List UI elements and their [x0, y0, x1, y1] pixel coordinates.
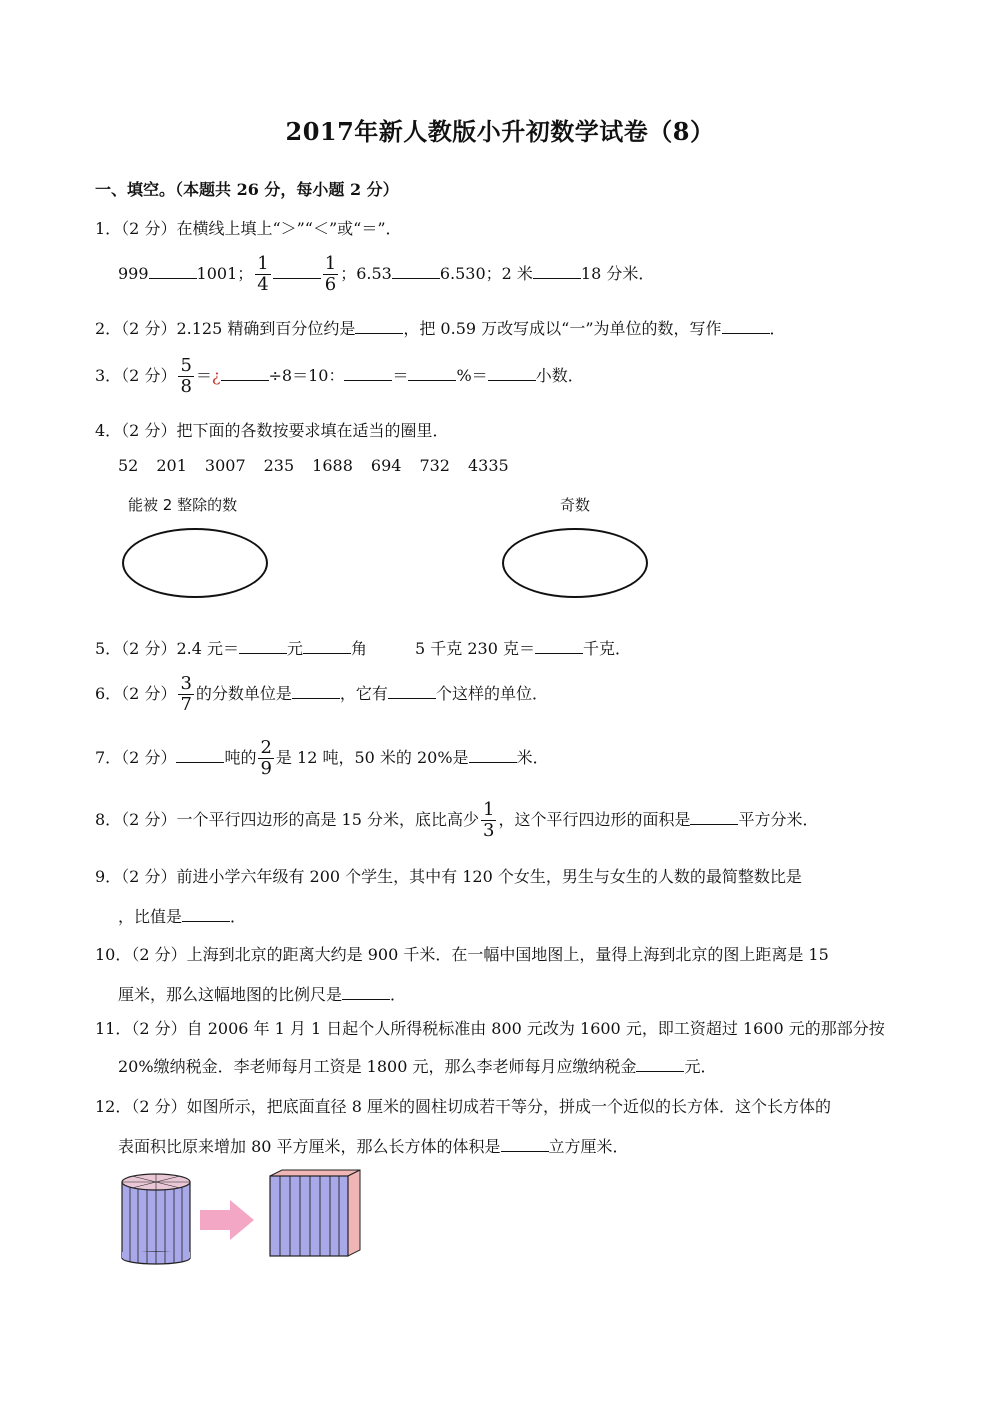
fraction: $\frac{2}{9}$ [260, 737, 272, 779]
number-item: 201 [156, 456, 187, 475]
arrow-icon [200, 1200, 254, 1240]
even-numbers-circle[interactable] [122, 528, 268, 598]
q5-text-a: 5．（2 分）2.4 元＝ [95, 639, 239, 658]
q9-text-b: ，比值是 [118, 907, 183, 926]
number-item: 3007 [204, 456, 246, 475]
answer-blank[interactable] [176, 748, 224, 763]
question-8 [95, 800, 818, 841]
fraction: $\frac{1}{4}$ [257, 253, 269, 295]
number-list [118, 456, 527, 475]
fraction: $\frac{1}{3}$ [482, 799, 495, 841]
q3-prefix: 3．（2 分） [95, 366, 177, 385]
question-10-line1: 10．（2 分）上海到北京的距离大约是 900 千米．在一幅中国地图上，量得上海到北京的图上距离是 15 [95, 945, 829, 964]
number-item: 1688 [312, 456, 353, 475]
q7-text-b: 是 12 吨，50 米的 20%是 [275, 748, 469, 767]
q1-text-e: 18 分米． [580, 264, 655, 283]
cylinder-figure [122, 1174, 190, 1264]
answer-blank[interactable] [149, 264, 197, 279]
q8-text-a: 8．（2 分）一个平行四边形的高是 15 分米，底比高少 [95, 810, 479, 829]
number-item: 4335 [467, 456, 509, 475]
q3-text-b: ÷8＝10： [268, 366, 345, 385]
q7-text-c: 米． [516, 748, 549, 767]
answer-blank[interactable] [388, 684, 436, 699]
section-heading: 一、填空。（本题共 26 分，每小题 2 分） [95, 180, 399, 199]
answer-blank[interactable] [535, 639, 583, 654]
q11-text-b: 20%缴纳税金．李老师每月工资是 1800 元，那么李老师每月应缴纳税金 [118, 1057, 637, 1076]
q12-text-c: 立方厘米． [548, 1137, 629, 1156]
label-odd-numbers: 奇数 [560, 496, 591, 514]
answer-blank[interactable] [273, 264, 321, 279]
q3-text-d: %＝ [456, 366, 488, 385]
question-9-line1: 9．（2 分）前进小学六年级有 200 个学生，其中有 120 个女生，男生与女生的人数的最简整数比是 [95, 867, 802, 886]
q5-text-b: 元 [286, 639, 303, 658]
odd-numbers-circle[interactable] [502, 528, 648, 598]
fraction: $\frac{5}{8}$ [180, 355, 192, 397]
answer-blank[interactable] [469, 748, 517, 763]
q1-text-a: 999 [118, 264, 149, 283]
number-item: 52 [118, 456, 139, 475]
question-5 [95, 636, 631, 659]
answer-blank[interactable] [344, 366, 392, 381]
question-1-items [118, 254, 654, 295]
q3-text-e: 小数． [535, 366, 584, 385]
answer-blank[interactable] [392, 264, 440, 279]
q6-text-a: 的分数单位是 [195, 684, 292, 703]
answer-blank[interactable] [690, 810, 738, 825]
q8-text-b: ，这个平行四边形的面积是 [498, 810, 691, 829]
q5-text-e: 千克． [583, 639, 632, 658]
answer-blank[interactable] [488, 366, 536, 381]
cylinder-to-cuboid-figure [112, 1168, 392, 1268]
question-9-line2 [118, 904, 246, 927]
q3-glyph: ¿ [211, 366, 221, 385]
number-item: 732 [419, 456, 450, 475]
question-4-stem: 4．（2 分）把下面的各数按要求填在适当的圈里． [95, 421, 449, 440]
question-7 [95, 738, 549, 779]
question-1-stem: 1．（2 分）在横线上填上“＞”“＜”或“＝”． [95, 219, 402, 238]
answer-blank[interactable] [239, 639, 287, 654]
q2-text-c: ． [769, 319, 786, 338]
q3-text-a: ＝ [195, 366, 212, 385]
question-6 [95, 674, 548, 715]
answer-blank[interactable] [292, 684, 340, 699]
page-title: 2017年新人教版小升初数学试卷（8） [285, 117, 715, 146]
answer-blank[interactable] [636, 1057, 684, 1072]
answer-blank[interactable] [533, 264, 581, 279]
q6-text-c: 个这样的单位． [435, 684, 548, 703]
q6-prefix: 6．（2 分） [95, 684, 177, 703]
answer-blank[interactable] [501, 1137, 549, 1152]
question-10-line2 [118, 982, 406, 1005]
question-2 [95, 316, 786, 339]
fraction: $\frac{3}{7}$ [180, 673, 192, 715]
question-12-line2 [118, 1134, 629, 1157]
q12-text-b: 表面积比原来增加 80 平方厘米，那么长方体的体积是 [118, 1137, 501, 1156]
q2-text-b: ，把 0.59 万改写成以“一”为单位的数，写作 [403, 319, 722, 338]
answer-blank[interactable] [221, 366, 269, 381]
cuboid-figure [270, 1170, 360, 1256]
answer-blank[interactable] [408, 366, 456, 381]
number-item: 235 [263, 456, 295, 475]
q7-prefix: 7．（2 分） [95, 748, 177, 767]
q1-text-b: 1001； [196, 264, 254, 283]
q11-text-c: 元． [684, 1057, 717, 1076]
answer-blank[interactable] [355, 319, 403, 334]
answer-blank[interactable] [182, 907, 230, 922]
q8-text-c: 平方分米． [738, 810, 819, 829]
fraction: $\frac{1}{6}$ [324, 253, 337, 295]
answer-blank[interactable] [342, 985, 390, 1000]
q3-text-c: ＝ [392, 366, 409, 385]
label-even-numbers: 能被 2 整除的数 [128, 496, 238, 514]
number-item: 694 [370, 456, 402, 475]
q7-text-a: 吨的 [224, 748, 257, 767]
q10-text-c: ． [390, 985, 407, 1004]
q1-text-d: 6.530；2 米 [439, 264, 533, 283]
q5-text-c: 角 [351, 639, 368, 658]
answer-blank[interactable] [303, 639, 351, 654]
q2-text-a: 2．（2 分）2.125 精确到百分位约是 [95, 319, 356, 338]
question-11-line2 [118, 1054, 716, 1077]
q9-text-c: ． [230, 907, 247, 926]
answer-blank[interactable] [722, 319, 770, 334]
q5-text-d: 5 千克 230 克＝ [415, 639, 535, 658]
q10-text-b: 厘米，那么这幅地图的比例尺是 [118, 985, 343, 1004]
question-11-line1: 11．（2 分）自 2006 年 1 月 1 日起个人所得税标准由 800 元改为 1600 元，即工资超过 1600 元的那部分按 [95, 1019, 885, 1038]
q1-text-c: ；6.53 [340, 264, 392, 283]
question-3 [95, 356, 584, 397]
question-12-line1: 12．（2 分）如图所示，把底面直径 8 厘米的圆柱切成若干等分，拼成一个近似的长方体．这个长方体的 [95, 1097, 831, 1116]
q6-text-b: ，它有 [339, 684, 388, 703]
